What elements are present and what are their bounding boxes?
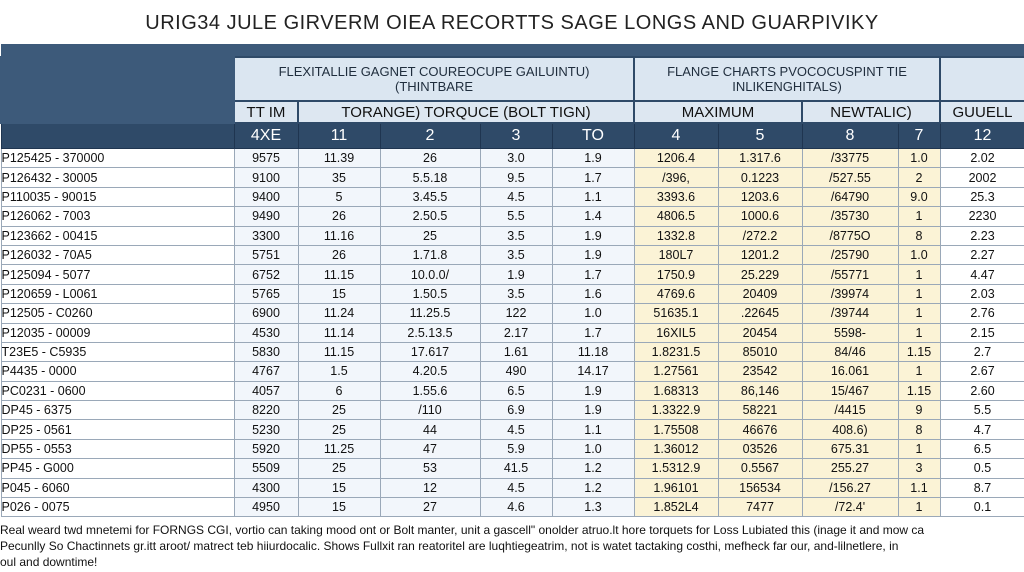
table-cell: 11.24 [298,304,380,323]
table-cell: 1 [898,304,940,323]
table-cell: 1.4 [552,207,634,226]
table-cell: 1.7 [552,265,634,284]
table-row [1,207,1024,226]
table-cell: /396, [634,168,718,187]
table-cell: 1 [898,362,940,381]
table-cell: 1.0 [552,439,634,458]
table-cell: 2.02 [940,149,1024,168]
table-cell: 1.852L4 [634,498,718,517]
table-cell: 4769.6 [634,284,718,303]
table-cell: 1.9 [552,381,634,400]
row-id-cell: P110035 - 90015 [1,187,234,206]
table-cell: 6 [298,381,380,400]
table-cell: 1.55.6 [380,381,480,400]
table-cell: 1.0 [898,245,940,264]
column-number: 8 [802,123,898,149]
table-cell: 1.1 [552,187,634,206]
table-cell: 2.17 [480,323,552,342]
table-cell: 1.7 [552,168,634,187]
table-cell: 11.25 [298,439,380,458]
table-cell: 1332.8 [634,226,718,245]
table-cell: 1.15 [898,381,940,400]
table-cell: 1 [898,498,940,517]
table-cell: /110 [380,401,480,420]
table-cell: 26 [380,149,480,168]
table-row [1,323,1024,342]
table-cell: /39744 [802,304,898,323]
table-cell: 1.9 [480,265,552,284]
table-cell: 11.14 [298,323,380,342]
table-cell: /527.55 [802,168,898,187]
table-cell: 1.3322.9 [634,401,718,420]
table-cell: 15 [298,284,380,303]
table-cell: 12 [380,478,480,497]
table-cell: 4.7 [940,420,1024,439]
table-cell: 1.15 [898,342,940,361]
table-cell: 1.2 [552,478,634,497]
table-cell: 3.5 [480,245,552,264]
table-cell: 17.617 [380,342,480,361]
table-cell: 5598- [802,323,898,342]
table-cell: 3.5 [480,284,552,303]
table-cell: 4.6 [480,498,552,517]
table-cell: 25 [298,401,380,420]
row-id-cell: T23E5 - C5935 [1,342,234,361]
table-cell: /272.2 [718,226,802,245]
row-id-cell: P12505 - C0260 [1,304,234,323]
table-cell: 47 [380,439,480,458]
table-cell: 1.9 [552,149,634,168]
row-id-cell: DP45 - 6375 [1,401,234,420]
table-cell: 03526 [718,439,802,458]
row-id-cell: PP45 - G000 [1,459,234,478]
row-id-cell: P4435 - 0000 [1,362,234,381]
table-cell: 1.7 [552,323,634,342]
table-cell: 41.5 [480,459,552,478]
table-cell: 23542 [718,362,802,381]
column-number: 4XE [234,123,298,149]
table-cell: 6752 [234,265,298,284]
table-cell: 3.0 [480,149,552,168]
table-cell: 1.96101 [634,478,718,497]
table-cell: 20409 [718,284,802,303]
table-cell: 4806.5 [634,207,718,226]
header-top-band [1,44,1024,57]
table-cell: 14.17 [552,362,634,381]
table-row [1,381,1024,400]
table-cell: 53 [380,459,480,478]
table-cell: 8 [898,420,940,439]
table-cell: 26 [298,207,380,226]
table-cell: 1.75508 [634,420,718,439]
table-cell: 4.20.5 [380,362,480,381]
table-cell: 1.1 [898,478,940,497]
table-cell: 16.061 [802,362,898,381]
table-cell: 0.1 [940,498,1024,517]
table-cell: 9400 [234,187,298,206]
column-number: 4 [634,123,718,149]
table-cell: 408.6) [802,420,898,439]
table-cell: 1.0 [552,304,634,323]
table-cell: 1 [898,439,940,458]
column-number: 7 [898,123,940,149]
column-number: 5 [718,123,802,149]
table-cell: 5.5 [940,401,1024,420]
table-cell: /39974 [802,284,898,303]
group-header-blank [1,57,234,101]
table-cell: 6.5 [480,381,552,400]
table-row [1,226,1024,245]
table-cell: 675.31 [802,439,898,458]
group-header-end [940,57,1024,101]
table-cell: 51635.1 [634,304,718,323]
table-cell: 2.23 [940,226,1024,245]
table-cell: 15 [298,498,380,517]
table-cell: 15 [298,478,380,497]
table-cell: /25790 [802,245,898,264]
table-row [1,187,1024,206]
table-cell: 1.61 [480,342,552,361]
table-cell: 2.27 [940,245,1024,264]
row-id-cell: P120659 - L0061 [1,284,234,303]
group-header-flexible: FLEXITALLIE GAGNET COUREOCUPE GAILUINTU) (THINTBARE [234,57,634,101]
table-cell: 9.5 [480,168,552,187]
table-cell: 8 [898,226,940,245]
table-cell: 44 [380,420,480,439]
table-cell: 1.3 [552,498,634,517]
table-cell: 5.9 [480,439,552,458]
table-cell: 5765 [234,284,298,303]
table-cell: 4.5 [480,187,552,206]
column-number-row [1,123,1024,149]
table-cell: 1 [898,284,940,303]
table-cell: 1.5312.9 [634,459,718,478]
page-title: URIG34 JULE GIRVERM OIEA RECORTTS SAGE LONGS AND GUARPIVIKY [145,12,879,34]
table-cell: 0.1223 [718,168,802,187]
table-row [1,168,1024,187]
table-cell: 5920 [234,439,298,458]
column-number-blank [1,123,234,149]
table-cell: 3 [898,459,940,478]
table-cell: /156.27 [802,478,898,497]
table-row [1,265,1024,284]
table-cell: .22645 [718,304,802,323]
table-cell: 15/467 [802,381,898,400]
table-cell: /64790 [802,187,898,206]
table-cell: 11.15 [298,265,380,284]
table-row [1,459,1024,478]
table-cell: 11.15 [298,342,380,361]
row-id-cell: DP25 - 0561 [1,420,234,439]
table-cell: 2230 [940,207,1024,226]
table-cell: 85010 [718,342,802,361]
row-id-cell: P123662 - 00415 [1,226,234,245]
table-cell: 4950 [234,498,298,517]
row-id-cell: P125094 - 5077 [1,265,234,284]
table-cell: /55771 [802,265,898,284]
table-cell: 4530 [234,323,298,342]
table-cell: 2.5.13.5 [380,323,480,342]
table-cell: 1 [898,207,940,226]
table-cell: 2.15 [940,323,1024,342]
table-row [1,245,1024,264]
table-cell: 86,146 [718,381,802,400]
table-cell: 6.9 [480,401,552,420]
table-cell: 27 [380,498,480,517]
sub-header-torque: TORANGE) TORQUCE (BOLT TIGN) [298,101,634,123]
data-table [0,44,1024,517]
table-cell: 4.47 [940,265,1024,284]
table-cell: 35 [298,168,380,187]
table-cell: 2.76 [940,304,1024,323]
table-cell: 1.0 [898,149,940,168]
footnote-line: Real weard twd mnetemi for FORNGS CGI, vortio can taking mood ont or Bolt manter, unit a gascell" onolder atruo.lt hore torquets for Loss Lubiated this (inage it and mow ca [0,523,925,537]
table-cell: 5509 [234,459,298,478]
row-id-cell: P126032 - 70A5 [1,245,234,264]
table-cell: 1201.2 [718,245,802,264]
row-id-cell: P045 - 6060 [1,478,234,497]
table-cell: 1206.4 [634,149,718,168]
table-cell: 8.7 [940,478,1024,497]
table-cell: 46676 [718,420,802,439]
table-row [1,362,1024,381]
table-cell: 2.67 [940,362,1024,381]
table-cell: 4.5 [480,478,552,497]
table-cell: 9 [898,401,940,420]
table-cell: 3393.6 [634,187,718,206]
table-cell: 6.5 [940,439,1024,458]
table-cell: 156534 [718,478,802,497]
table-row [1,149,1024,168]
table-cell: 1.6 [552,284,634,303]
table-row [1,498,1024,517]
table-body [1,149,1024,517]
table-cell: 25 [298,459,380,478]
table-cell: 9.0 [898,187,940,206]
table-cell: 1.50.5 [380,284,480,303]
row-id-cell: P026 - 0075 [1,498,234,517]
table-cell: 5830 [234,342,298,361]
column-number: 3 [480,123,552,149]
table-cell: 1.5 [298,362,380,381]
row-id-cell: P126432 - 30005 [1,168,234,187]
table-cell: 25 [298,420,380,439]
table-cell: 490 [480,362,552,381]
table-cell: 5.5 [480,207,552,226]
table-row [1,284,1024,303]
table-cell: 1.9 [552,401,634,420]
table-cell: /33775 [802,149,898,168]
table-cell: 1.2 [552,459,634,478]
table-cell: 1750.9 [634,265,718,284]
table-cell: 25.229 [718,265,802,284]
torque-chart-table [0,44,1024,517]
table-cell: 1.317.6 [718,149,802,168]
group-header-flange: FLANGE CHARTS PVOCOCUSPINT TIE INLIKENGHITALS) [634,57,940,101]
column-number: 12 [940,123,1024,149]
table-row [1,478,1024,497]
sub-header-guuell: GUUELL [940,101,1024,123]
row-id-cell: P126062 - 7003 [1,207,234,226]
table-cell: 25.3 [940,187,1024,206]
table-cell: 11.25.5 [380,304,480,323]
table-cell: 1 [898,323,940,342]
sub-header-ttim: TT IM [234,101,298,123]
table-cell: 26 [298,245,380,264]
table-cell: 1.9 [552,245,634,264]
table-cell: /8775O [802,226,898,245]
table-cell: 9490 [234,207,298,226]
table-cell: 7477 [718,498,802,517]
row-id-cell: P125425 - 370000 [1,149,234,168]
table-cell: 1.27561 [634,362,718,381]
table-row [1,439,1024,458]
table-cell: 3.45.5 [380,187,480,206]
table-cell: 2.60 [940,381,1024,400]
table-cell: /72.4' [802,498,898,517]
row-id-cell: PC0231 - 0600 [1,381,234,400]
sub-header-maximum: MAXIMUM [634,101,802,123]
table-cell: 58221 [718,401,802,420]
table-cell: 2002 [940,168,1024,187]
table-cell: 3300 [234,226,298,245]
table-cell: 255.27 [802,459,898,478]
column-number: 2 [380,123,480,149]
row-id-cell: DP55 - 0553 [1,439,234,458]
table-cell: 2.7 [940,342,1024,361]
sub-header-row [1,101,1024,123]
sub-header-newtalic: NEWTALIC) [802,101,940,123]
table-cell: 6900 [234,304,298,323]
table-cell: 1203.6 [718,187,802,206]
table-cell: 25 [380,226,480,245]
table-cell: 5 [298,187,380,206]
table-cell: 3.5 [480,226,552,245]
table-cell: 11.39 [298,149,380,168]
table-cell: /35730 [802,207,898,226]
table-cell: 5230 [234,420,298,439]
table-cell: 8220 [234,401,298,420]
column-number: 11 [298,123,380,149]
table-cell: 1.71.8 [380,245,480,264]
table-row [1,420,1024,439]
group-header-row [1,57,1024,101]
table-cell: 9100 [234,168,298,187]
table-cell: 122 [480,304,552,323]
table-cell: 1 [898,265,940,284]
table-cell: 2.03 [940,284,1024,303]
table-cell: 9575 [234,149,298,168]
table-cell: /4415 [802,401,898,420]
table-cell: 1.36012 [634,439,718,458]
sub-header-blank [1,101,234,123]
table-cell: 11.18 [552,342,634,361]
footnote-line: oul and downtime! [0,555,98,569]
table-cell: 5751 [234,245,298,264]
table-cell: 0.5 [940,459,1024,478]
table-cell: 11.16 [298,226,380,245]
table-cell: 4.5 [480,420,552,439]
table-cell: 180L7 [634,245,718,264]
table-cell: 2 [898,168,940,187]
table-cell: 84/46 [802,342,898,361]
footnote-line: Pecunlly So Chactinnets gr.itt aroot/ matrect teb hiiurdocalic. Shows Fullxit ran reatoritel are luqhtiegeatrim, not is watet tactaking costhi, mefheck far our, and-lilnetlere, in [0,539,899,553]
table-cell: 1000.6 [718,207,802,226]
footnote [0,522,1024,570]
table-row [1,401,1024,420]
table-cell: 4300 [234,478,298,497]
table-cell: 1.68313 [634,381,718,400]
column-number: TO [552,123,634,149]
table-cell: 5.5.18 [380,168,480,187]
table-cell: 10.0.0/ [380,265,480,284]
table-cell: 1.9 [552,226,634,245]
table-cell: 4767 [234,362,298,381]
table-cell: 1.8231.5 [634,342,718,361]
table-cell: 0.5567 [718,459,802,478]
table-row [1,342,1024,361]
table-row [1,304,1024,323]
table-cell: 1.1 [552,420,634,439]
table-cell: 16XIL5 [634,323,718,342]
table-cell: 2.50.5 [380,207,480,226]
table-cell: 4057 [234,381,298,400]
row-id-cell: P12035 - 00009 [1,323,234,342]
table-cell: 20454 [718,323,802,342]
